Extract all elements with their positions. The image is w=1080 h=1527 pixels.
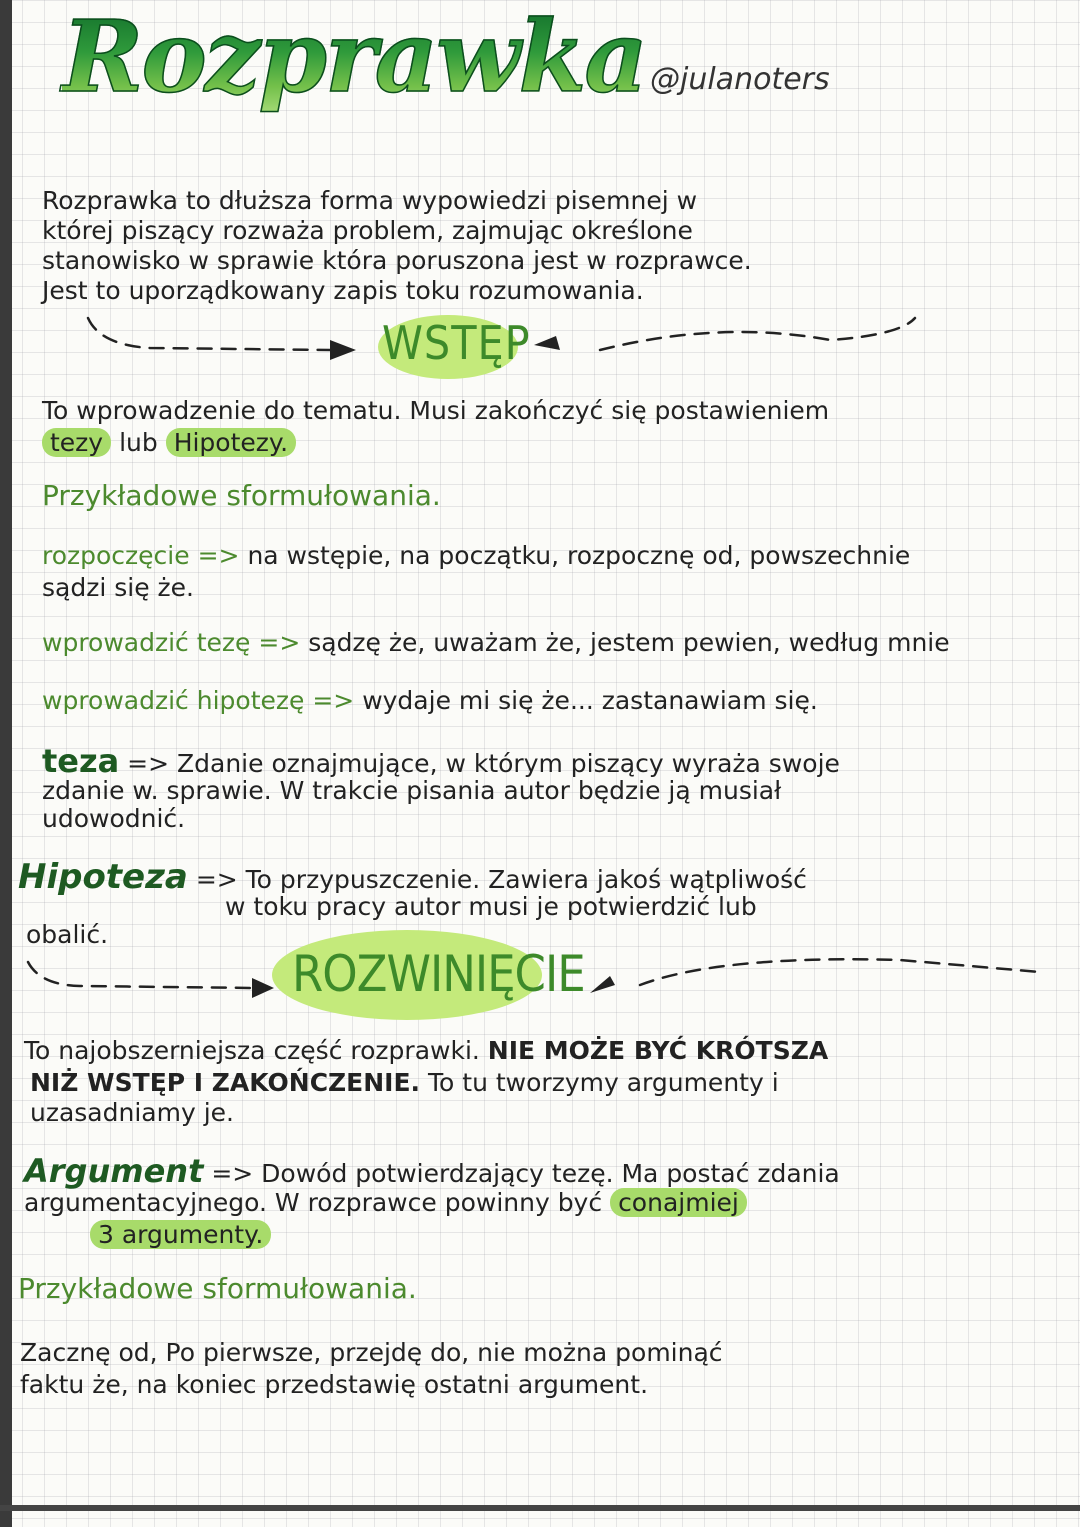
hipoteza-intro-text: wydaje mi się że... zastanawiam się. (362, 686, 818, 715)
intro-line-4: Jest to uporządkowany zapis toku rozumowania. (42, 276, 644, 305)
teza-definition-line-1 (42, 742, 840, 780)
teza-intro-text: sądzę że, uważam że, jestem pewien, według mnie (308, 628, 950, 657)
arrow-head-right-icon (330, 340, 356, 360)
hipoteza-def-2: w toku pracy autor musi je potwierdzić lub (225, 892, 757, 921)
intro-line-2: której piszący rozważa problem, zajmując określone (42, 216, 693, 245)
arrow-head-right-icon (252, 978, 274, 998)
teza-intro-label: wprowadzić tezę => (42, 628, 301, 657)
argument-term: Argument (24, 1152, 204, 1190)
intro-line-1: Rozprawka to dłuższa forma wypowiedzi pisemnej w (42, 186, 698, 215)
teza-chip: tezy (42, 428, 111, 457)
page-title: Rozprawka (62, 0, 646, 115)
wstep-heading: WSTĘP (382, 316, 531, 370)
argument-chip-1: conajmiej (610, 1188, 747, 1217)
hipoteza-intro-label: wprowadzić hipotezę => (42, 686, 355, 715)
notebook-bottom-edge (0, 1505, 1080, 1511)
rozwiniecie-def-1b: NIE MOŻE BYĆ KRÓTSZA (487, 1036, 829, 1065)
teza-def-2: zdanie w. sprawie. W trakcie pisania autor będzie ją musiał (42, 776, 782, 805)
rozwiniecie-examples-1: Zacznę od, Po pierwsze, przejdę do, nie można pominąć (20, 1338, 723, 1367)
wstep-right-dashed-line (600, 318, 915, 350)
hipoteza-intro-line (42, 688, 818, 713)
rozwiniecie-examples-heading: Przykładowe sformułowania. (18, 1272, 417, 1305)
teza-term: teza (42, 742, 120, 780)
hipoteza-term: Hipoteza (18, 857, 188, 897)
rozpoczecie-text: na wstępie, na początku, rozpocznę od, powszechnie (247, 541, 911, 570)
hipoteza-def-1: => To przypuszczenie. Zawiera jakoś wątpliwość (195, 865, 807, 894)
arrow-head-left-icon (534, 336, 560, 350)
wstep-thesis-line (42, 430, 296, 455)
rozwiniecie-def-line-2 (30, 1070, 779, 1095)
wstep-examples-heading: Przykładowe sformułowania. (42, 479, 441, 512)
wstep-left-dashed-line (88, 318, 330, 350)
argument-line-2 (24, 1190, 747, 1215)
rozwiniecie-examples-2: faktu że, na koniec przedstawię ostatni argument. (20, 1370, 649, 1399)
argument-chip-2: 3 argumenty. (90, 1220, 271, 1249)
rozpoczecie-text-2: sądzi się że. (42, 573, 194, 602)
wstep-definition: To wprowadzenie do tematu. Musi zakończyć się postawieniem (42, 396, 830, 425)
rozpoczecie-line (42, 543, 910, 568)
teza-def-3: udowodnić. (42, 804, 186, 833)
rozwiniecie-def-line-1 (24, 1038, 828, 1063)
argument-line-3 (90, 1222, 271, 1247)
rozwiniecie-heading: ROZWINIĘCIE (292, 945, 585, 1003)
argument-def-1: => Dowód potwierdzający tezę. Ma postać zdania (211, 1159, 840, 1188)
hipoteza-def-3: obalić. (26, 920, 109, 949)
rozwiniecie-def-2b: To tu tworzymy argumenty i (428, 1068, 779, 1097)
argument-def-2: argumentacyjnego. W rozprawce powinny być (24, 1188, 603, 1217)
argument-line-1 (24, 1152, 840, 1190)
rozwiniecie-def-1a: To najobszerniejsza część rozprawki. (24, 1036, 480, 1065)
rozwiniecie-def-3: uzasadniamy je. (30, 1098, 234, 1127)
intro-line-3: stanowisko w sprawie która poruszona jest w rozprawce. (42, 246, 752, 275)
hipoteza-chip: Hipotezy. (166, 428, 296, 457)
hipoteza-definition-line-1 (18, 857, 807, 897)
rozwiniecie-right-dashed-line (640, 959, 1040, 985)
rozpoczecie-label: rozpoczęcie => (42, 541, 240, 570)
author-handle: @julanoters (650, 62, 830, 97)
rozwiniecie-left-dashed-line (28, 962, 255, 988)
teza-def-1: => Zdanie oznajmujące, w którym piszący wyraża swoje (127, 749, 840, 778)
rozwiniecie-def-2a: NIŻ WSTĘP I ZAKOŃCZENIE. (30, 1068, 421, 1097)
teza-intro-line (42, 630, 950, 655)
or-word: lub (119, 428, 158, 457)
arrow-head-left-icon (590, 976, 615, 993)
